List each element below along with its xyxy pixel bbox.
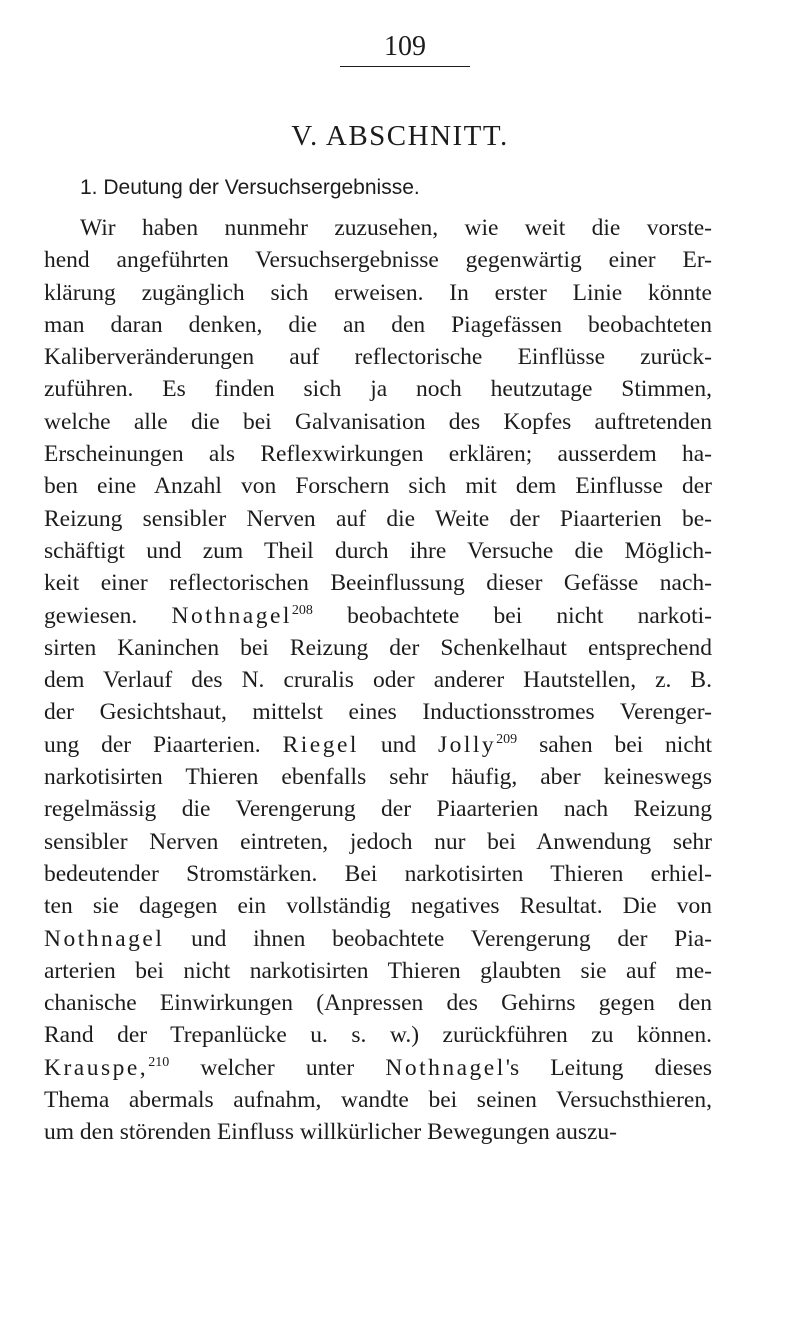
text-line: welche alle die bei Galvanisation des Kopfes auftretenden (44, 408, 712, 435)
footnote-ref: 210 (148, 1054, 170, 1070)
text-line: bedeutender Stromstärken. Bei narkotisirten Thieren erhiel- (44, 860, 712, 887)
author-name: Krauspe, (44, 1054, 149, 1081)
text-line (44, 923, 712, 955)
footnote-ref: 208 (291, 602, 313, 618)
page-number: 109 (340, 30, 470, 67)
text-line: um den störenden Einfluss willkürlicher Bewegungen auszu- (44, 1119, 617, 1146)
text-line: sirten Kaninchen bei Reizung der Schenkelhaut entsprechend (44, 634, 712, 661)
text-fragment: beobachtete bei nicht narkoti- (347, 602, 712, 629)
text-line: dem Verlauf des N. cruralis oder anderer Hautstellen, z. B. (44, 667, 712, 694)
text-line: Wir haben nunmehr zuzusehen, wie weit die vorste- (80, 215, 712, 241)
text-line: zuführen. Es finden sich ja noch heutzutage Stimmen, (44, 376, 712, 403)
text-line: Thema abermals aufnahm, wandte bei seinen Versuchsthieren, (44, 1087, 712, 1114)
text-line: hend angeführten Versuchsergebnisse gegenwärtig einer Er- (44, 247, 712, 274)
text-fragment: 's Leitung dieses (505, 1054, 712, 1081)
text-line: keit einer reflectorischen Beeinflussung dieser Gefässe nach- (44, 570, 712, 597)
text-fragment: gewiesen. (44, 602, 138, 629)
text-line (44, 600, 712, 632)
text-line: Reizung sensibler Nerven auf die Weite der Piaarterien be- (44, 505, 712, 532)
author-name: Nothnagel (385, 1054, 506, 1081)
text-line: ten sie dagegen ein vollständig negatives Resultat. Die von (44, 893, 712, 920)
text-fragment: und ihnen beobachtete Verengerung der Pia- (191, 925, 713, 952)
text-line: Rand der Trepanlücke u. s. w.) zurückführen zu können. (44, 1022, 712, 1049)
text-line: Kaliberveränderungen auf reflectorische Einflüsse zurück- (44, 344, 712, 371)
text-line: narkotisirten Thieren ebenfalls sehr häufig, aber keineswegs (44, 764, 712, 791)
text-line: klärung zugänglich sich erweisen. In erster Linie könnte (44, 279, 712, 306)
text-fragment: sahen bei nicht (539, 731, 713, 758)
text-line: regelmässig die Verengerung der Piaarterien nach Reizung (44, 796, 712, 823)
text-line: schäftigt und zum Theil durch ihre Versuche die Möglich- (44, 537, 712, 564)
body-paragraph (44, 212, 712, 1149)
text-fragment: ung der Piaarterien. (44, 731, 261, 758)
text-line: sensibler Nerven eintreten, jedoch nur bei Anwendung sehr (44, 828, 712, 855)
author-name: Riegel (282, 731, 359, 758)
text-fragment: welcher unter (200, 1054, 355, 1081)
author-name: Jolly (437, 731, 497, 758)
author-name: Nothnagel (171, 602, 292, 629)
footnote-ref: 209 (496, 731, 518, 747)
text-line: Erscheinungen als Reflexwirkungen erklären; ausserdem ha- (44, 441, 712, 468)
text-line (44, 1052, 712, 1084)
text-line: chanische Einwirkungen (Anpressen des Gehirns gegen den (44, 990, 712, 1017)
text-fragment: und (380, 731, 417, 758)
text-line: man daran denken, die an den Piagefässen beobachteten (44, 311, 712, 338)
text-line: ben eine Anzahl von Forschern sich mit dem Einflusse der (44, 473, 712, 500)
text-line: der Gesichtshaut, mittelst eines Inductionsstromes Verenger- (44, 699, 712, 726)
section-title: V. ABSCHNITT. (291, 120, 509, 152)
text-line: arterien bei nicht narkotisirten Thieren glaubten sie auf me- (44, 957, 712, 984)
author-name: Nothnagel (44, 925, 165, 952)
subsection-title: 1. Deutung der Versuchsergebnisse. (80, 176, 420, 199)
text-line (44, 729, 712, 761)
